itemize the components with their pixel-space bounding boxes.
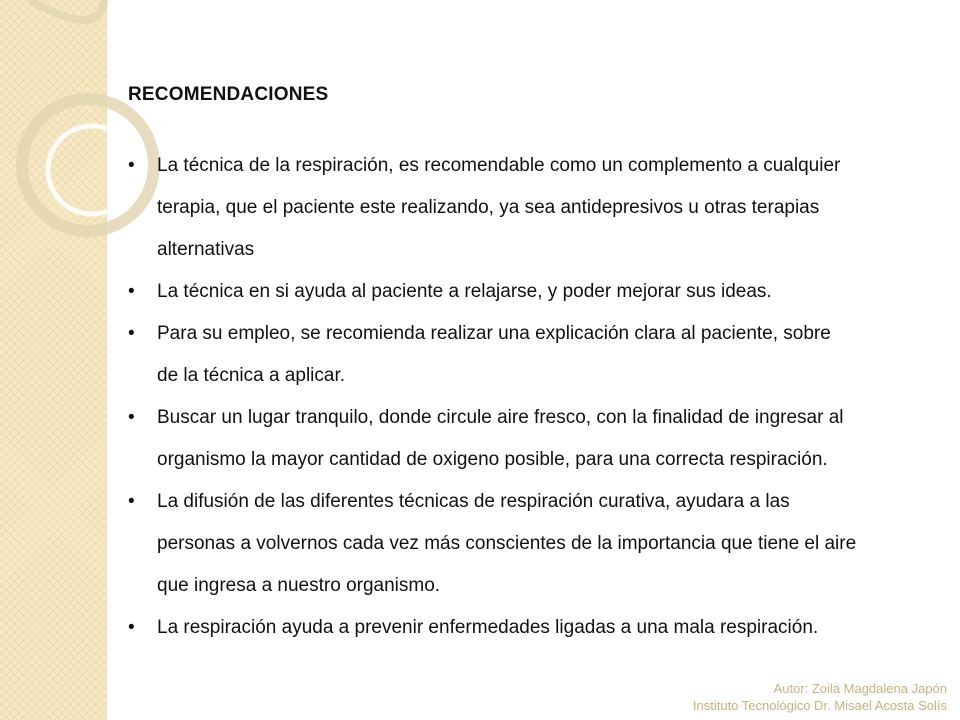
bullet-marker: • bbox=[128, 323, 135, 344]
list-item-text: Para su empleo, se recomienda realizar una explicación clara al paciente, sobre de la técnica a aplicar. bbox=[157, 323, 831, 386]
slide-footer bbox=[693, 680, 947, 714]
footer-author: Autor: Zoila Magdalena Japón bbox=[773, 681, 947, 696]
list-item-text: La técnica de la respiración, es recomendable como un complemento a cualquier terapia, que el paciente este realizando, ya sea antidepresivos u otras terapias alternativas bbox=[157, 155, 841, 260]
list-item bbox=[128, 481, 958, 607]
list-item bbox=[128, 397, 958, 481]
bullet-marker: • bbox=[128, 281, 135, 302]
list-item-text: La difusión de las diferentes técnicas de respiración curativa, ayudara a las personas a volvernos cada vez más conscientes de la importancia que tiene el aire que ingresa a nuestro organismo. bbox=[157, 491, 857, 596]
list-item-text: La técnica en si ayuda al paciente a relajarse, y poder mejorar sus ideas. bbox=[157, 281, 772, 302]
bullet-marker: • bbox=[128, 617, 135, 638]
decorative-side-strip bbox=[0, 0, 107, 720]
footer-institution: Instituto Tecnológico Dr. Misael Acosta Solís bbox=[692, 698, 947, 713]
list-item bbox=[128, 607, 958, 649]
list-item bbox=[128, 313, 958, 397]
list-item-text: La respiración ayuda a prevenir enfermedades ligadas a una mala respiración. bbox=[157, 617, 819, 638]
list-item bbox=[128, 271, 958, 313]
recommendation-list bbox=[128, 145, 958, 649]
bullet-marker: • bbox=[128, 491, 135, 512]
slide-content bbox=[128, 84, 958, 649]
list-item-text: Buscar un lugar tranquilo, donde circule aire fresco, con la finalidad de ingresar al organismo la mayor cantidad de oxigeno posible, para una correcta respiración. bbox=[157, 407, 844, 470]
list-item bbox=[128, 145, 958, 271]
bullet-marker: • bbox=[128, 155, 135, 176]
bullet-marker: • bbox=[128, 407, 135, 428]
slide-title: RECOMENDACIONES bbox=[128, 84, 329, 105]
